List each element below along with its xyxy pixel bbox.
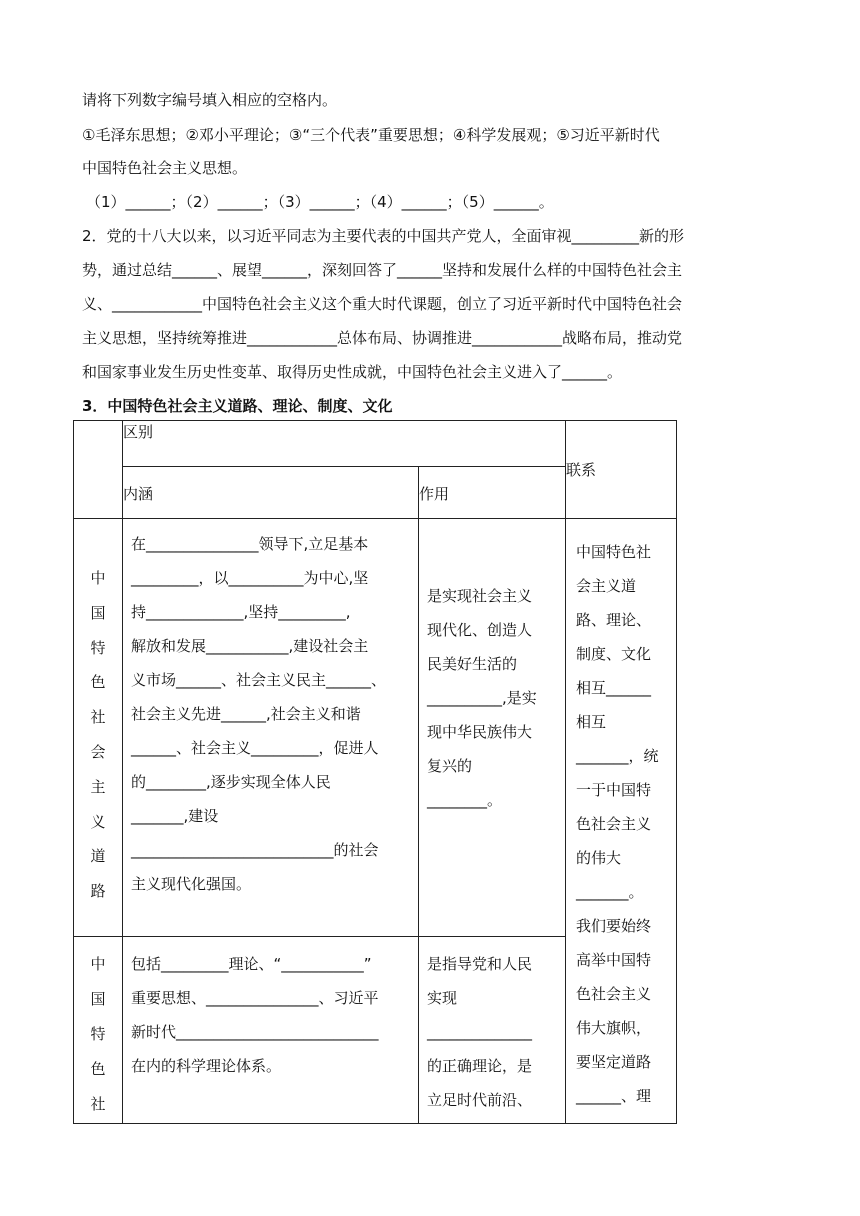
cell-text-line: 中国特色社 — [576, 543, 652, 561]
cell-text-line: 的伟大 — [576, 849, 622, 867]
cell-text-line: 相互______ — [576, 679, 652, 697]
row-label-char: 会 — [90, 742, 106, 761]
header-difference: 区别 — [123, 421, 566, 467]
row-label-char: 道 — [90, 847, 106, 866]
cell-text-line: __________,是实 — [427, 689, 537, 707]
row-label-char: 社 — [90, 708, 106, 727]
cell-text-line: 包括_________理论、“___________” — [131, 955, 372, 973]
cell-text-line: ________。 — [427, 791, 503, 809]
cell-text-line: 一于中国特 — [576, 781, 652, 799]
cell-text-line: 的________,逐步实现全体人民 — [131, 773, 331, 791]
cell-text-line: 的正确理论，是 — [427, 1057, 533, 1075]
cell-text-line: 在内的科学理论体系。 — [131, 1057, 282, 1075]
row-label-road — [74, 519, 123, 937]
row-label-char: 主 — [90, 777, 106, 796]
cell-text-line: 重要思想、_______________、习近平 — [131, 989, 379, 1007]
q2-line-4: 主义思想，坚持统筹推进____________总体布局、协调推进____________战略布局，推动党 — [82, 329, 683, 347]
comparison-table — [73, 420, 677, 1124]
cell-text-line: ______、理 — [576, 1087, 652, 1105]
cell-text-line: 主义现代化强国。 — [131, 875, 252, 893]
cell-text-line: 实现 — [427, 989, 458, 1007]
header-link: 联系 — [566, 421, 677, 519]
cell-text-line: _______，统 — [576, 747, 659, 765]
cell-text-line: 现中华民族伟大 — [427, 723, 533, 741]
q3-title: 3．中国特色社会主义道路、理论、制度、文化 — [82, 397, 393, 415]
row-label-theory — [74, 937, 123, 1124]
cell-text-line: 色社会主义 — [576, 985, 652, 1003]
instruction-text: 请将下列数字编号填入相应的空格内。 — [82, 91, 338, 109]
cell-text-line: 民美好生活的 — [427, 655, 518, 673]
options-line-1: ①毛泽东思想；②邓小平理论；③“三个代表”重要思想；④科学发展观；⑤习近平新时代 — [82, 126, 660, 144]
q2-line-3: 义、____________中国特色社会主义这个重大时代课题，创立了习近平新时代中国特色社会 — [82, 295, 683, 313]
cell-text-line: ______________ — [427, 1023, 532, 1041]
link-cell — [566, 519, 677, 1124]
q2-line-2: 势，通过总结______、展望______，深刻回答了______坚持和发展什么样的中国特色社会主 — [82, 261, 683, 279]
cell-text-line: 是实现社会主义 — [427, 587, 533, 605]
row-label-theory-text — [74, 937, 122, 1122]
row-role-theory — [419, 937, 566, 1124]
cell-text-line: _________，以__________为中心,坚 — [131, 569, 369, 587]
road-role-text — [419, 519, 565, 817]
cell-text-line: 现代化、创造人 — [427, 621, 533, 639]
header-content: 内涵 — [123, 467, 419, 519]
row-label-char: 特 — [90, 638, 106, 657]
cell-text-line: ______、社会主义_________，促进人 — [131, 739, 379, 757]
cell-text-line: 会主义道 — [576, 577, 637, 595]
theory-role-text — [419, 937, 565, 1117]
cell-text-line: ___________________________的社会 — [131, 841, 379, 859]
row-label-char: 中 — [90, 569, 106, 587]
answer-line: （1）______；（2）______；（3）______；（4）______；（5）______。 — [86, 193, 554, 211]
cell-text-line: _______。 — [576, 883, 644, 901]
cell-text-line: 伟大旗帜， — [576, 1019, 652, 1037]
cell-text-line: _______,建设 — [131, 807, 219, 825]
cell-text-line: 解放和发展___________,建设社会主 — [131, 637, 369, 655]
cell-text-line: 我们要始终 — [576, 917, 652, 935]
header-role: 作用 — [419, 467, 566, 519]
row-label-char: 特 — [90, 1025, 106, 1043]
link-text — [566, 519, 676, 1113]
cell-text-line: 新时代___________________________ — [131, 1023, 379, 1041]
row-label-char: 中 — [90, 955, 106, 973]
row-role-road — [419, 519, 566, 937]
row-label-char: 社 — [90, 1095, 106, 1113]
cell-text-line: 复兴的 — [427, 757, 473, 775]
cell-text-line: 社会主义先进______,社会主义和谐 — [131, 705, 361, 723]
cell-text-line: 义市场______、社会主义民主______、 — [131, 671, 387, 689]
q2-line-1: 2．党的十八大以来，以习近平同志为主要代表的中国共产党人，全面审视_________新的形 — [82, 227, 685, 245]
row-label-char: 国 — [90, 603, 106, 622]
road-content-text — [123, 519, 418, 901]
row-label-char: 义 — [90, 812, 106, 831]
q2-line-5: 和国家事业发生历史性变革、取得历史性成就，中国特色社会主义进入了______。 — [82, 363, 623, 381]
cell-text-line: 路、理论、 — [576, 611, 652, 629]
row-content-theory — [123, 937, 419, 1124]
row-label-road-text — [74, 519, 122, 909]
cell-text-line: 持_____________,坚持_________, — [131, 603, 351, 621]
cell-text-line: 要坚定道路 — [576, 1053, 652, 1071]
row-label-char: 色 — [90, 673, 106, 692]
cell-text-line: 相互 — [576, 713, 607, 731]
cell-text-line: 制度、文化 — [576, 645, 652, 663]
cell-text-line: 是指导党和人民 — [427, 955, 533, 973]
cell-text-line: 立足时代前沿、 — [427, 1091, 533, 1109]
cell-text-line: 在_______________领导下,立足基本 — [131, 535, 369, 553]
row-content-road — [123, 519, 419, 937]
row-label-char: 路 — [90, 882, 106, 901]
row-label-char: 国 — [90, 990, 106, 1008]
cell-text-line: 色社会主义 — [576, 815, 652, 833]
options-line-2: 中国特色社会主义思想。 — [82, 159, 248, 177]
table-corner-cell — [74, 421, 123, 519]
row-label-char: 色 — [90, 1060, 106, 1078]
theory-content-text — [123, 937, 418, 1083]
cell-text-line: 高举中国特 — [576, 951, 652, 969]
